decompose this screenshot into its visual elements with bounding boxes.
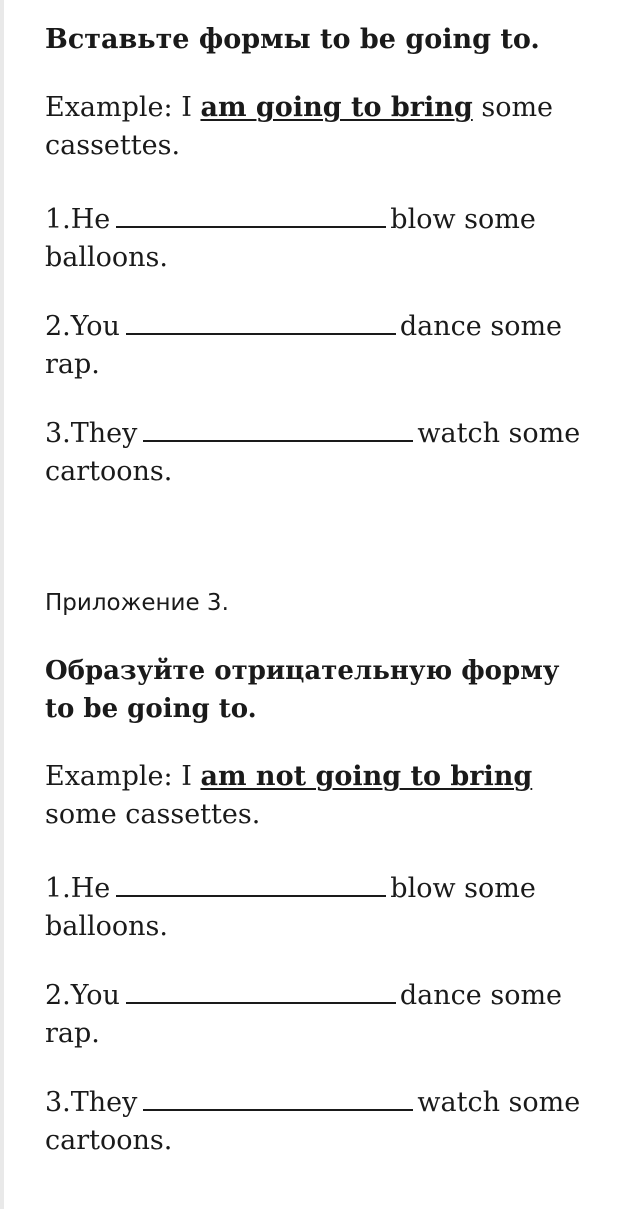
example-suffix: some (472, 92, 554, 123)
item-line2: balloons. (45, 242, 168, 273)
example-line2: some cassettes. (45, 799, 261, 830)
section1-item-3 (45, 410, 637, 491)
item-rest: blow some (390, 204, 536, 235)
section2-item-1 (45, 865, 637, 946)
item-subject: 2.You (45, 311, 120, 342)
answer-blank[interactable] (126, 303, 396, 335)
section2-item-3 (45, 1079, 637, 1160)
left-margin-rule (0, 0, 4, 1209)
item-subject: 2.You (45, 980, 120, 1011)
item-subject: 3.They (45, 1087, 138, 1118)
example-line2: cassettes. (45, 130, 181, 161)
section2-item-2 (45, 972, 637, 1053)
section1-heading: Вставьте формы to be going to. (45, 24, 540, 55)
item-line2: cartoons. (45, 1125, 173, 1156)
item-line2: cartoons. (45, 456, 173, 487)
answer-blank[interactable] (143, 410, 413, 442)
appendix-label: Приложение 3. (45, 590, 229, 616)
answer-blank[interactable] (143, 1079, 413, 1111)
section1-item-1 (45, 196, 637, 277)
example-answer: am going to bring (200, 92, 473, 123)
item-rest: watch some (417, 418, 581, 449)
example-prefix: Example: I (45, 92, 201, 123)
item-rest: watch some (417, 1087, 581, 1118)
section2-heading-line2: to be going to. (45, 694, 257, 724)
item-line2: balloons. (45, 911, 168, 942)
item-rest: dance some (399, 980, 563, 1011)
answer-blank[interactable] (116, 865, 386, 897)
item-subject: 1.He (45, 204, 111, 235)
section2-heading (45, 652, 635, 728)
item-line2: rap. (45, 349, 100, 380)
section2-heading-line1: Образуйте отрицательную форму (45, 656, 560, 686)
item-rest: dance some (399, 311, 563, 342)
answer-blank[interactable] (116, 196, 386, 228)
section2-example (45, 758, 637, 834)
section1-example (45, 89, 637, 165)
item-subject: 3.They (45, 418, 138, 449)
item-line2: rap. (45, 1018, 100, 1049)
item-rest: blow some (390, 873, 536, 904)
item-subject: 1.He (45, 873, 111, 904)
answer-blank[interactable] (126, 972, 396, 1004)
example-answer: am not going to bring (200, 761, 533, 792)
section1-item-2 (45, 303, 637, 384)
example-prefix: Example: I (45, 761, 201, 792)
